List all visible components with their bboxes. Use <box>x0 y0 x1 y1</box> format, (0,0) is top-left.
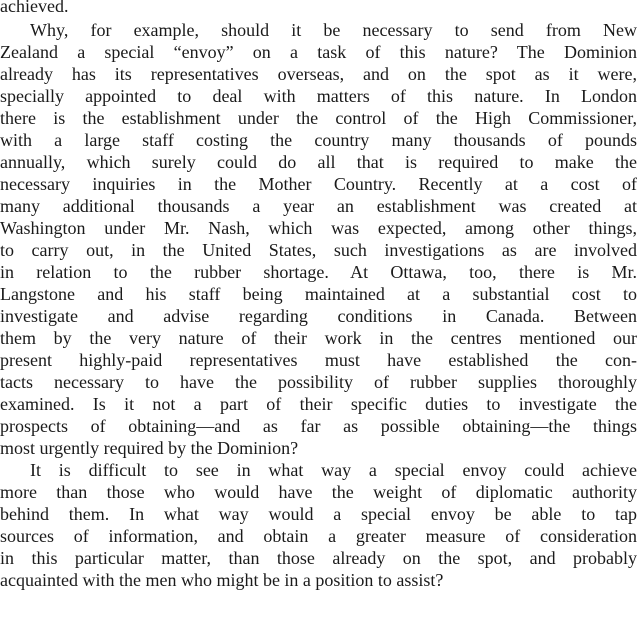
paragraph-2-last-line: acquainted with the men who might be in a position to assist? <box>0 570 444 590</box>
text-line: present highly-paid representatives must have established the con- <box>0 350 637 370</box>
text-line: specially appointed to deal with matters of this nature. In London <box>0 86 637 106</box>
text-line: investigate and advise regarding conditions in Canada. Between <box>0 306 637 326</box>
text-line: more than those who would have the weight of diplomatic authority <box>0 482 637 502</box>
text-line: already has its representatives overseas, and on the spot as it were, <box>0 64 637 84</box>
paragraph-1-first-line: Why, for example, should it be necessary to send from New <box>30 20 637 40</box>
text-line: to carry out, in the United States, such investigations as are involved <box>0 240 637 260</box>
text-line: with a large staff costing the country many thousands of pounds <box>0 130 637 150</box>
paragraph-1-last-line: most urgently required by the Dominion? <box>0 438 299 458</box>
text-line: Washington under Mr. Nash, which was expected, among other things, <box>0 218 637 238</box>
text-line: prospects of obtaining—and as far as possible obtaining—the things <box>0 416 637 436</box>
text-line: sources of information, and obtain a greater measure of consideration <box>0 526 637 546</box>
paragraph-2-first-line: It is difficult to see in what way a special envoy could achieve <box>30 460 637 480</box>
text-line: Langstone and his staff being maintained at a substantial cost to <box>0 284 637 304</box>
text-line: many additional thousands a year an establishment was created at <box>0 196 637 216</box>
text-line: achieved. <box>0 0 69 16</box>
text-line: in relation to the rubber shortage. At Ottawa, too, there is Mr. <box>0 262 637 282</box>
text-line: in this particular matter, than those already on the spot, and probably <box>0 548 637 568</box>
text-line: behind them. In what way would a special envoy be able to tap <box>0 504 637 524</box>
text-line: annually, which surely could do all that is required to make the <box>0 152 637 172</box>
text-line: examined. Is it not a part of their specific duties to investigate the <box>0 394 637 414</box>
text-line: tacts necessary to have the possibility of rubber supplies thoroughly <box>0 372 637 392</box>
text-line: there is the establishment under the control of the High Commissioner, <box>0 108 637 128</box>
text-line: Zealand a special “envoy” on a task of this nature? The Dominion <box>0 42 637 62</box>
text-line: necessary inquiries in the Mother Country. Recently at a cost of <box>0 174 637 194</box>
text-line: them by the very nature of their work in the centres mentioned our <box>0 328 637 348</box>
